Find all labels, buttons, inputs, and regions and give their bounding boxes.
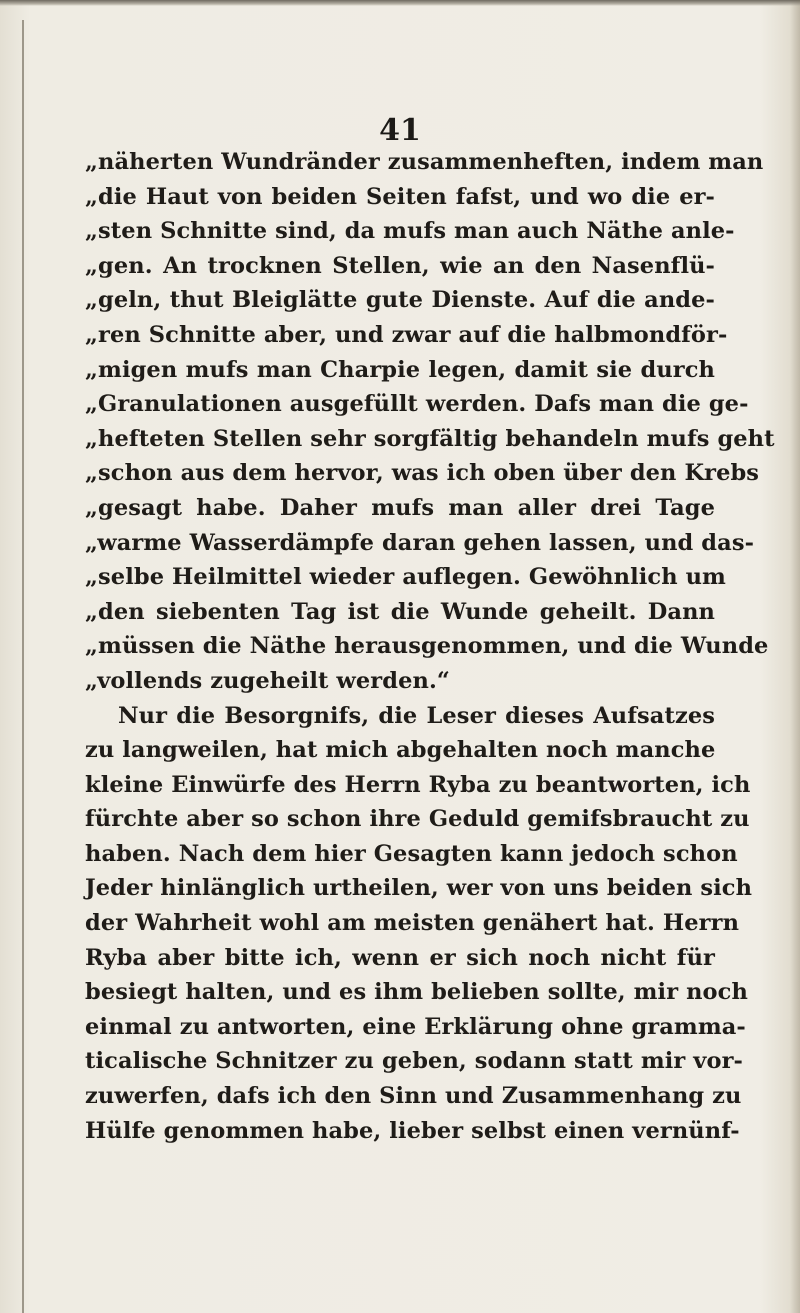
top-page-edge — [0, 0, 800, 6]
text-line: kleine Einwürfe des Herrn Ryba zu beantworten, ich — [85, 771, 751, 798]
right-page-edge-shadow — [790, 0, 800, 1313]
text-line: „ren Schnitte aber, und zwar auf die halbmondför- — [85, 321, 728, 348]
text-line: einmal zu antworten, eine Erklärung ohne gramma- — [85, 1013, 746, 1040]
text-line: „gesagt habe. Daher mufs man aller drei Tage — [85, 494, 715, 521]
text-line: zuwerfen, dafs ich den Sinn und Zusammenhang zu — [85, 1083, 742, 1110]
text-line: „warme Wasserdämpfe daran gehen lassen, und das- — [85, 529, 755, 556]
text-line: fürchte aber so schon ihre Geduld gemifsbraucht zu — [85, 806, 750, 833]
text-line: „näherten Wundränder zusammenheften, indem man — [85, 149, 764, 175]
binding-edge-line — [22, 20, 24, 1313]
text-line: „sten Schnitte sind, da mufs man auch Näthe anle- — [85, 218, 735, 245]
text-line: besiegt halten, und es ihm belieben sollte, mir noch — [85, 979, 748, 1006]
text-line-paragraph-start: Nur die Besorgnifs, die Leser dieses Aufsatzes — [118, 702, 715, 729]
text-line: „die Haut von beiden Seiten fafst, und wo die er- — [85, 183, 715, 210]
text-line: ticalische Schnitzer zu geben, sodann statt mir vor- — [85, 1048, 743, 1075]
text-line: zu langweilen, hat mich abgehalten noch manche — [85, 737, 716, 764]
text-line: „Granulationen ausgefüllt werden. Dafs man die ge- — [85, 391, 749, 418]
text-line: „gen. An trocknen Stellen, wie an den Nasenflü- — [85, 252, 715, 279]
text-line: „hefteten Stellen sehr sorgfältig behandeln mufs geht — [85, 425, 775, 452]
text-line: „schon aus dem hervor, was ich oben über den Krebs — [85, 460, 760, 487]
text-line: Ryba aber bitte ich, wenn er sich noch nicht für — [85, 944, 715, 971]
text-line-paragraph-end: „vollends zugeheilt werden.“ — [85, 667, 450, 694]
text-line: „den siebenten Tag ist die Wunde geheilt. Dann — [85, 598, 715, 625]
text-line: „müssen die Näthe herausgenommen, und die Wunde — [85, 633, 769, 660]
text-line: „migen mufs man Charpie legen, damit sie durch — [85, 356, 715, 383]
text-line: Jeder hinlänglich urtheilen, wer von uns beiden sich — [85, 875, 753, 902]
body-text — [85, 145, 775, 1148]
text-line: „selbe Heilmittel wieder auflegen. Gewöhnlich um — [85, 564, 726, 591]
page-number: 41 — [379, 113, 421, 148]
text-line: haben. Nach dem hier Gesagten kann jedoch schon — [85, 840, 738, 867]
text-line: „geln, thut Bleiglätte gute Dienste. Auf die ande- — [85, 287, 715, 314]
text-line: Hülfe genommen habe, lieber selbst einen vernünf- — [85, 1117, 740, 1144]
text-line: der Wahrheit wohl am meisten genähert hat. Herrn — [85, 910, 740, 937]
